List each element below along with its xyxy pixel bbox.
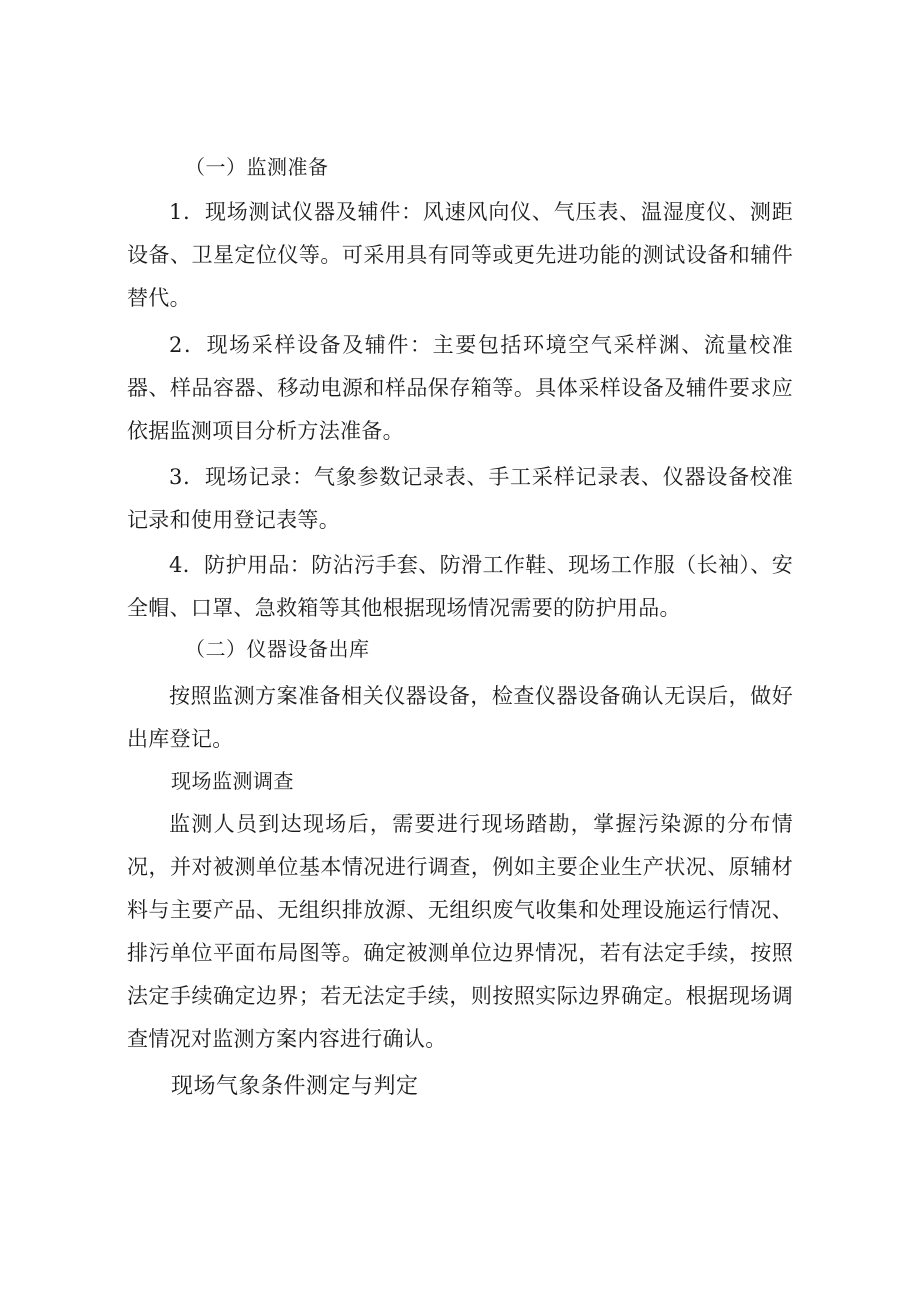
paragraph-sampling-equipment: 2．现场采样设备及辅件：主要包括环境空气采样渊、流量校准器、样品容器、移动电源和样品保存箱等。具体采样设备及辅件要求应依据监测项目分析方法准备。 (127, 333, 793, 443)
paragraph-checkout-registration: 按照监测方案准备相关仪器设备，检查仪器设备确认无误后，做好出库登记。 (127, 684, 793, 751)
paragraph-protective-gear: 4．防护用品：防沾污手套、防滑工作鞋、现场工作服（长袖）、安全帽、口罩、急救箱等其他根据现场情况需要的防护用品。 (127, 553, 793, 620)
heading-monitoring-preparation: （一）监测准备 (185, 155, 329, 179)
paragraph-field-records: 3．现场记录：气象参数记录表、手工采样记录表、仪器设备校准记录和使用登记表等。 (127, 465, 793, 532)
heading-weather-conditions: 现场气象条件测定与判定 (171, 1074, 419, 1099)
paragraph-site-survey: 监测人员到达现场后，需要进行现场踏勘，掌握污染源的分布情况，并对被测单位基本情况进行调查，例如主要企业生产状况、原辅材料与主要产品、无组织排放源、无组织废气收集和处理设施运行情况、排污单位平面布局图等。确定被测单位边界情况，若有法定手续，按照法定手续确定边界；若无法定手续，则按照实际边界确定。根据现场调查情况对监测方案内容进行确认。 (127, 812, 793, 1051)
heading-site-survey: 现场监测调查 (171, 769, 294, 793)
heading-equipment-checkout: （二）仪器设备出库 (185, 637, 370, 661)
paragraph-test-instruments: 1．现场测试仪器及辅件：风速风向仪、气压表、温湿度仪、测距设备、卫星定位仪等。可采用具有同等或更先进功能的测试设备和辅件替代。 (127, 200, 793, 310)
